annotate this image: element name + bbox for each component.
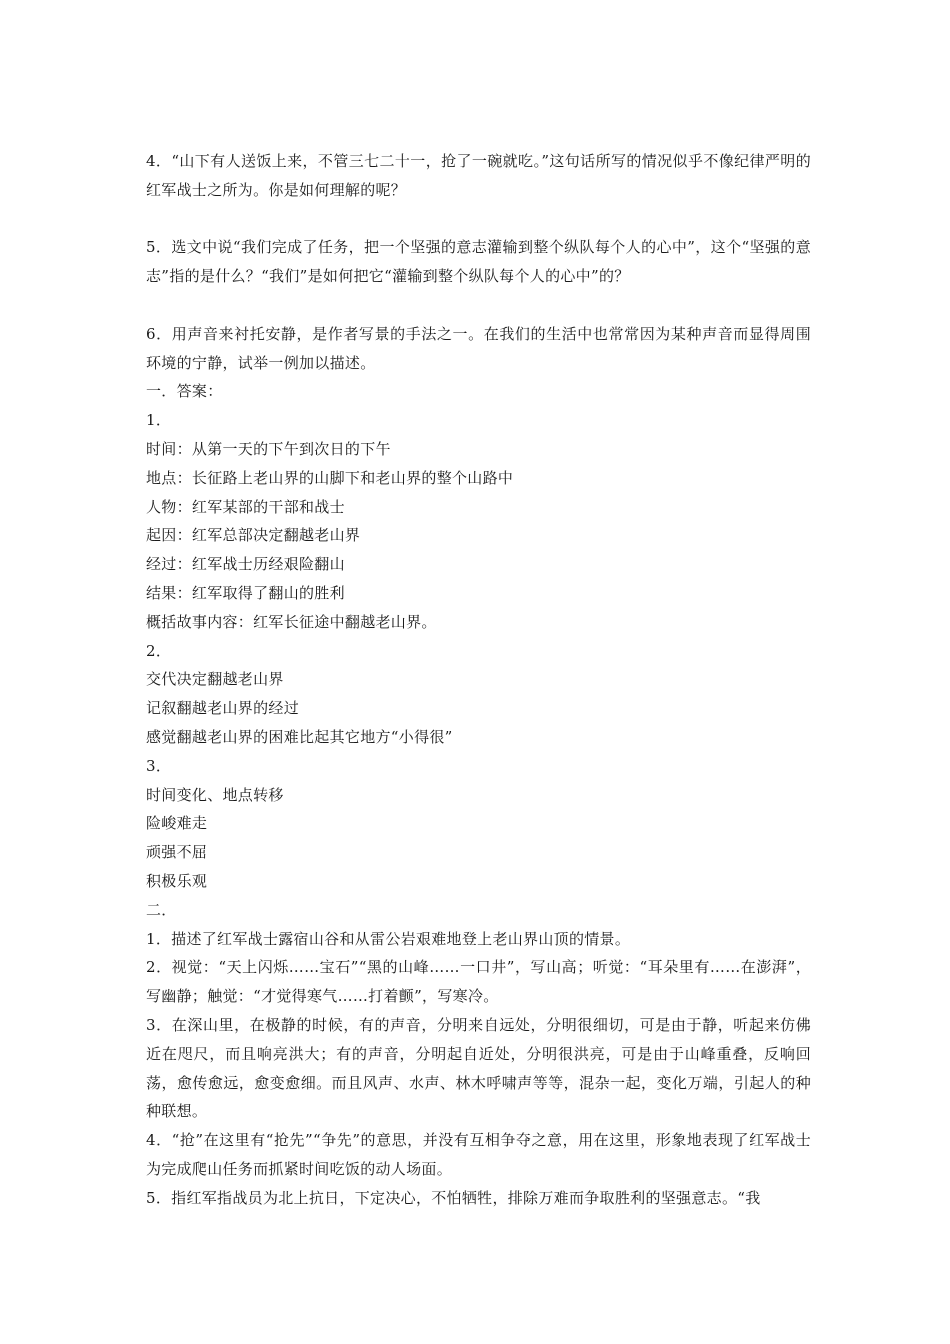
question-6: 6．用声音来衬托安静，是作者写景的手法之一。在我们的生活中也常常因为某种声音而显得周围环境的宁静，试举一例加以描述。 — [146, 324, 811, 372]
section-2-heading: 二． — [146, 900, 177, 919]
answer-1-line: 地点：长征路上老山界的山脚下和老山界的整个山路中 — [146, 468, 514, 487]
answer-1-line: 人物：红军某部的干部和战士 — [146, 497, 345, 516]
answer-1-number: 1． — [146, 411, 172, 430]
answer-3-line: 积极乐观 — [146, 871, 208, 890]
answers-heading: 一．答案： — [146, 382, 223, 401]
section-2-item: 5．指红军指战员为北上抗日，下定决心，不怕牺牲，排除万难而争取胜利的坚强意志。“我 — [146, 1188, 761, 1207]
answer-3-line: 时间变化、地点转移 — [146, 785, 284, 804]
section-2-item: 4．“抢”在这里有“抢先”“争先”的意思，并没有互相争夺之意，用在这里，形象地表现了红军战士为完成爬山任务而抓紧时间吃饭的动人场面。 — [146, 1131, 811, 1178]
answer-1-line: 起因：红军总部决定翻越老山界 — [146, 526, 361, 545]
answer-1-line: 概括故事内容：红军长征途中翻越老山界。 — [146, 612, 437, 631]
answer-1-line: 时间：从第一天的下午到次日的下午 — [146, 439, 391, 458]
answer-3-number: 3． — [146, 756, 172, 775]
question-5: 5．选文中说“我们完成了任务，把一个坚强的意志灌输到整个纵队每个人的心中”，这个“坚强的意志”指的是什么？“我们”是如何把它“灌输到整个纵队每个人的心中”的？ — [146, 238, 811, 286]
section-2-item: 1．描述了红军战士露宿山谷和从雷公岩艰难地登上老山界山顶的情景。 — [146, 929, 631, 948]
section-2-item: 3．在深山里，在极静的时候，有的声音，分明来自远处，分明很细切，可是由于静，听起来仿佛近在咫尺，而且响亮洪大；有的声音，分明起自近处，分明很洪亮，可是由于山峰重叠，反响回荡，愈传愈远，愈变愈细。而且风声、水声、林木呼啸声等等，混杂一起，变化万端，引起人的种种联想。 — [146, 1015, 811, 1121]
document-body — [146, 147, 811, 1212]
answer-2-line: 记叙翻越老山界的经过 — [146, 699, 300, 718]
answer-3-line: 顽强不屈 — [146, 843, 208, 862]
answer-2-line: 交代决定翻越老山界 — [146, 670, 284, 689]
answer-1-line: 结果：红军取得了翻山的胜利 — [146, 583, 345, 602]
section-2-item: 2．视觉：“天上闪烁……宝石”“黑的山峰……一口井”，写山高；听觉：“耳朵里有……在澎湃”，写幽静；触觉：“才觉得寒气……打着颤”，写寒冷。 — [146, 958, 811, 1006]
spacer — [146, 205, 811, 234]
answer-2-number: 2． — [146, 641, 172, 660]
answer-2-line: 感觉翻越老山界的困难比起其它地方“小得很” — [146, 727, 453, 746]
spacer — [146, 291, 811, 320]
question-4: 4．“山下有人送饭上来，不管三七二十一，抢了一碗就吃。”这句话所写的情况似乎不像纪律严明的红军战士之所为。你是如何理解的呢？ — [146, 152, 811, 199]
answer-3-line: 险峻难走 — [146, 814, 208, 833]
answer-1-line: 经过：红军战士历经艰险翻山 — [146, 555, 345, 574]
